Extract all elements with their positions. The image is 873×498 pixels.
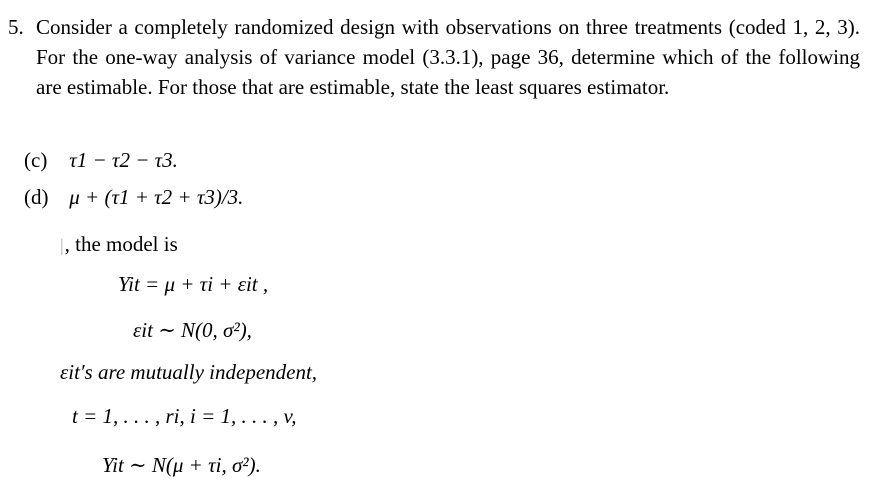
problem-text: Consider a completely randomized design with observations on three treatments (coded 1, 2, 3). For the one-way analysis of variance model (3.3.1), page 36, determine which of the following are estimable. For those that are estimable, state the least squares estimator. — [36, 15, 860, 99]
part-d — [24, 183, 243, 211]
problem-number: 5. — [8, 15, 24, 39]
part-d-label: (d) — [24, 185, 49, 209]
part-c-expression: τ1 − τ2 − τ3. — [69, 148, 178, 172]
part-c-label: (c) — [24, 148, 48, 172]
part-c — [24, 146, 178, 174]
error-distribution: εit ∼ N(0, σ²), — [133, 318, 252, 342]
response-distribution: Yit ∼ N(μ + τi, σ²). — [102, 453, 261, 477]
cut-mark: | — [60, 235, 64, 255]
model-intro-text: , the model is — [64, 232, 178, 256]
model-intro — [60, 232, 178, 257]
problem-statement — [8, 12, 860, 102]
part-d-expression: μ + (τ1 + τ2 + τ3)/3. — [69, 185, 244, 209]
independence-statement: εit′s are mutually independent, — [60, 360, 318, 384]
model-equation: Yit = μ + τi + εit , — [118, 272, 269, 296]
index-range: t = 1, . . . , ri, i = 1, . . . , v, — [72, 404, 297, 428]
